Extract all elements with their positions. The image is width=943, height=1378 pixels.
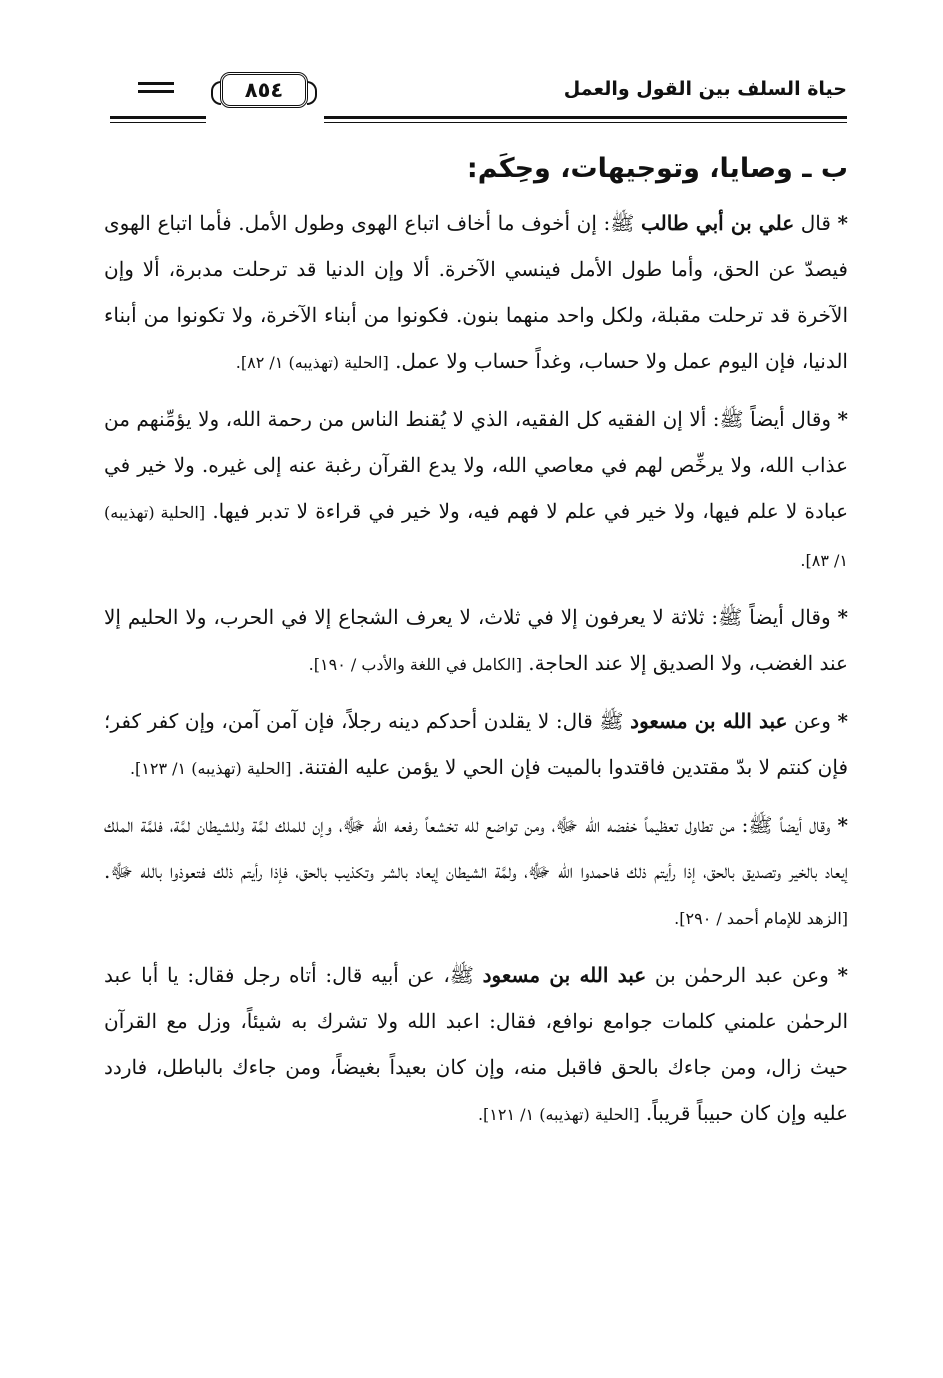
paragraph xyxy=(104,698,848,792)
bullet-star: * xyxy=(837,813,848,837)
citation: [الكامل في اللغة والأدب / ١٩٠]. xyxy=(308,655,522,674)
page-content xyxy=(104,148,848,1148)
bullet-star: * xyxy=(837,709,848,733)
paragraph-text: ﷺ قال: لا يقلدن أحدكم دينه رجلاً، فإن آمن آمن، وإن كفر كفر؛ فإن كنتم لا بدّ مقتدين فاقتدوا بالميت فإن الحي لا يؤمن عليه الفتنة. xyxy=(104,709,848,779)
paragraph xyxy=(104,594,848,688)
paragraph-intro: وعن عبد الرحمٰن بن xyxy=(646,963,838,987)
page-number: ٨٥٤ xyxy=(220,72,308,108)
header-rule-right xyxy=(324,116,847,123)
paragraph xyxy=(104,396,848,584)
citation: [الحلية (تهذيبه) ١/ ٨٣]. xyxy=(104,503,848,570)
bullet-star: * xyxy=(837,605,848,629)
speaker-name: عبد الله بن مسعود xyxy=(630,709,788,733)
paragraph-text: ثلاثة لا يعرفون إلا في ثلاث، لا يعرف الشجاع إلا في الحرب، ولا الحليم إلا عند الغضب، ولا الصديق إلا عند الحاجة. xyxy=(104,605,848,675)
paragraph xyxy=(104,802,848,942)
paragraph-text: ألا إن الفقيه كل الفقيه، الذي لا يُقنط الناس من رحمة الله، ولا يؤمِّنهم من عذاب الله، ولا يرخِّص لهم في معاصي الله، ولا يدع القرآن رغبة عنه إلى غيره. ولا خير في عبادة لا علم فيها، ولا خير في علم لا فهم فيه، ولا خير في قراءة لا تدبر فيها. xyxy=(104,407,848,523)
paragraph-text: ﷺ، عن أبيه قال: أتاه رجل فقال: يا أبا عبد الرحمٰن علمني كلمات جوامع نوافع، فقال: اعبد الله ولا تشرك به شيئاً، وزل مع القرآن حيث زال، ومن جاءك بالحق فاقبل منه، وإن كان بعيداً بغيضاً، ومن جاءك بالباطل، فاردد عليه وإن كان حبيباً قريباً. xyxy=(104,963,848,1125)
citation: [الزهد للإمام أحمد / ٢٩٠]. xyxy=(674,909,848,928)
paragraph xyxy=(104,952,848,1138)
paragraph-intro: قال xyxy=(794,211,838,235)
citation: [الحلية (تهذيبه) ١/ ١٢٣]. xyxy=(129,759,292,778)
running-title: حياة السلف بين القول والعمل xyxy=(563,78,847,100)
paragraph-text: ﷺ: إن أخوف ما أخاف اتباع الهوى وطول الأمل. فأما اتباع الهوى فيصدّ عن الحق، وأما طول الأمل فينسي الآخرة. ألا وإن الدنيا قد ترحلت مدبرة، ألا وإن الآخرة قد ترحلت مقبلة، ولكل واحد منهما بنون. فكونوا من أبناء الآخرة، ولا تكونوا من أبناء الدنيا، فإن اليوم عمل ولا حساب، وغداً حساب ولا عمل. xyxy=(104,211,848,373)
paragraph-intro: وعن xyxy=(787,709,838,733)
section-heading: ب ـ وصايا، وتوجيهات، وحِكَم: xyxy=(466,153,848,184)
citation: [الحلية (تهذيبه) ١/ ٨٢]. xyxy=(235,353,389,372)
header-rule-left xyxy=(110,116,206,123)
paragraph xyxy=(104,200,848,386)
paragraph-intro: وقال أيضاً ﷺ: xyxy=(734,813,838,837)
paragraph-intro: وقال أيضاً ﷺ: xyxy=(706,407,838,431)
speaker-name: عبد الله بن مسعود xyxy=(482,963,647,987)
speaker-name: علي بن أبي طالب xyxy=(640,211,795,235)
bullet-star: * xyxy=(837,407,848,431)
bullet-star: * xyxy=(837,211,848,235)
page-header xyxy=(110,72,847,128)
paragraph-text: من تطاول تعظيماً خفضه الله ﷻ، ومن تواضع لله تخشعاً رفعه الله ﷻ، وإن للملك لمَّة وللشيطان لمَّة، فلمَّة الملك إيعاد بالخير وتصديق بالحق، إذا رأيتم ذلك فاحمدوا الله ﷻ، ولمَّة الشيطان إيعاد بالشر وتكذيب بالحق، فإذا رأيتم ذلك فتعوذوا بالله ﷻ. xyxy=(104,813,848,883)
citation: [الحلية (تهذيبه) ١/ ١٢١]. xyxy=(477,1105,640,1124)
header-ornament xyxy=(138,82,174,98)
paragraph-intro: وقال أيضاً ﷺ: xyxy=(704,605,838,629)
bullet-star: * xyxy=(837,963,848,987)
